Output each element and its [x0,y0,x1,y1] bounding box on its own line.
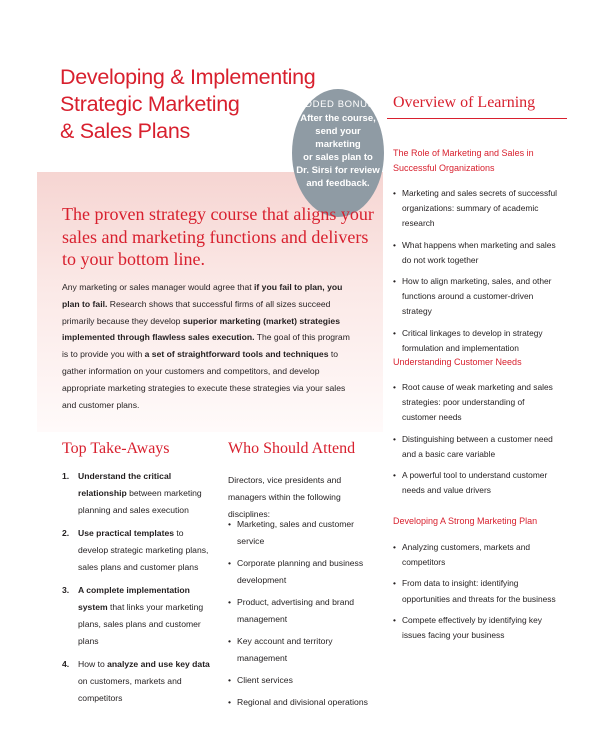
overview-list-plan [393,540,558,649]
bonus-line-1: After the course, [300,113,376,124]
takeaway-text-pre: How to [78,659,108,669]
overview-item: • What happens when marketing and sales do not work together [393,238,558,268]
title-line-1: Developing & Implementing [60,65,316,89]
intro-text-3: The goal of this program is to provide you with [62,332,350,360]
intro-bold-3: a set of straightforward tools and techniques [144,349,329,360]
takeaway-item [62,656,212,707]
attend-item: • Marketing, sales and customer service [228,516,376,550]
overview-item: • Critical linkages to develop in strategy formulation and implementation [393,326,558,356]
takeaway-bold: analyze and use key data [107,659,210,669]
overview-divider [387,118,567,119]
takeaway-text: that links your marketing plans, sales plans and customer plans [78,602,204,646]
overview-item: • Analyzing customers, markets and competitors [393,540,558,570]
intro-bold-2: superior marketing (market) strategies implemented through flawless sales execution. [62,315,340,343]
overview-section-title: Understanding Customer Needs [393,357,522,367]
added-bonus-badge [292,89,384,217]
takeaway-number: 3. [62,585,70,595]
takeaway-number: 2. [62,528,70,538]
takeaway-number: 4. [62,659,70,669]
takeaway-text: between marketing planning and sales execution [78,488,202,515]
overview-heading: Overview of Learning [393,94,536,111]
attend-item: • Regional and divisional operations [228,694,376,711]
intro-text-4: to gather information on your customers and competitors, and develop appropriate marketing strategies to execute these strategies via your sales and customer plans. [62,349,346,410]
overview-list-roles [393,186,558,362]
takeaway-text: on customers, markets and competitors [78,676,182,703]
title-line-2: Strategic Marketing [60,92,240,116]
overview-item: • Compete effectively by identifying key issues facing your business [393,613,558,643]
attend-intro: Directors, vice presidents and managers within the following disciplines: [228,475,342,519]
intro-paragraph [62,279,352,413]
bonus-line-5: and feedback. [306,178,370,189]
takeaway-bold: Understand the critical relationship [78,471,172,498]
takeaway-text: to develop strategic marketing plans, sales plans and customer plans [78,528,209,572]
overview-section-title: The Role of Marketing and Sales in Successful Organizations [393,148,534,173]
attend-heading: Who Should Attend [228,440,356,457]
overview-item: • From data to insight: identifying opportunities and threats for the business [393,576,558,606]
takeaways-list [62,468,212,713]
bonus-line-2: send your marketing [315,126,361,150]
intro-bold-1: if you fail to plan, you plan to fail. [62,282,343,309]
attend-list [228,516,376,716]
bonus-text [292,112,384,190]
lead-statement: The proven strategy course that aligns your sales and marketing functions and delivers to your bottom line. [62,204,374,269]
intro-text-2: Research shows that successful firms of all sizes succeed primarily because they develop [62,298,331,326]
takeaway-bold: A complete implementation system [78,585,190,612]
attend-item: • Client services [228,672,376,689]
overview-item: • Marketing and sales secrets of successful organizations: summary of academic research [393,186,558,232]
attend-item: • Product, advertising and brand management [228,594,376,628]
overview-list-needs [393,380,558,504]
attend-item: • Key account and territory management [228,633,376,667]
takeaway-item [62,468,212,519]
title-line-3: & Sales Plans [60,119,190,143]
overview-item: • Root cause of weak marketing and sales strategies: poor understanding of customer needs [393,380,558,426]
intro-text-1: Any marketing or sales manager would agree that [62,282,255,292]
overview-item: • A powerful tool to understand customer needs and value drivers [393,468,558,498]
overview-item: • How to align marketing, sales, and other functions around a customer-driven strategy [393,274,558,320]
document-title [60,64,316,145]
bonus-heading: ADDED BONUS: [298,99,378,110]
takeaway-item [62,525,212,576]
overview-item: • Distinguishing between a customer need and a basic care variable [393,432,558,462]
bonus-line-4: Dr. Sirsi for review [296,165,380,176]
takeaways-heading: Top Take-Aways [62,440,170,457]
attend-item: • Corporate planning and business development [228,555,376,589]
overview-section-title: Developing A Strong Marketing Plan [393,516,538,526]
takeaway-bold: Use practical templates [78,528,175,538]
takeaway-item [62,582,212,650]
takeaway-number: 1. [62,471,70,481]
bonus-line-3: or sales plan to [303,152,373,163]
